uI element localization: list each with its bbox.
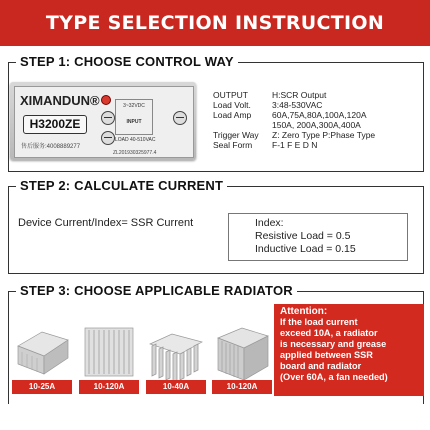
radiator-label-4: 10-120A [212, 380, 272, 394]
device-model: H3200ZE [23, 115, 87, 134]
spec-volt-value: 3:48-530VAC [272, 100, 323, 110]
index-resistive: Resistive Load = 0.5 [255, 230, 351, 242]
page-title-banner [0, 0, 430, 46]
step3-title: STEP 3: CHOOSE APPLICABLE RADIATOR [16, 283, 297, 298]
spec-output-value: H:SCR Output [272, 90, 327, 100]
radiator-label-1: 10-25A [12, 380, 72, 394]
device-input-label: INPUT [126, 119, 142, 125]
spec-trigger-label: Trigger Way [213, 130, 259, 140]
page-title: TYPE SELECTION INSTRUCTION [45, 12, 385, 34]
device-brand: XIMANDUN® [20, 93, 100, 108]
current-formula: Device Current/Index= SSR Current [18, 217, 194, 229]
screw-terminal-icon [173, 111, 187, 125]
device-face [14, 86, 194, 158]
attention-note [274, 304, 424, 396]
radiator-label-3: 10-40A [146, 380, 206, 394]
attention-line: is necessary and grease [280, 339, 387, 349]
screw-terminal-icon [101, 131, 115, 145]
attention-line: exceed 10A, a radiator [280, 328, 378, 338]
device-phone: 售后服务:4008889277 [21, 144, 81, 150]
attention-line: board and radiator [280, 361, 362, 371]
attention-line: applied between SSR [280, 350, 373, 360]
attention-title: Attention: [280, 306, 328, 317]
index-inductive: Inductive Load = 0.15 [255, 243, 356, 255]
attention-line: If the load current [280, 317, 358, 327]
screw-terminal-icon [101, 111, 115, 125]
attention-line: (Over 60A, a fan needed) [280, 372, 388, 382]
spec-seal-label: Seal Form [213, 140, 253, 150]
spec-volt-label: Load Volt. [213, 100, 251, 110]
device-load-label: LOAD 40-510VAC [115, 137, 156, 143]
step2-title: STEP 2: CALCULATE CURRENT [16, 178, 227, 193]
index-box [228, 213, 408, 261]
step1-title: STEP 1: CHOOSE CONTROL WAY [16, 54, 238, 69]
spec-seal-value: F-1 F E D N [272, 140, 318, 150]
radiator-label-2: 10-120A [79, 380, 139, 394]
ssr-device-photo [10, 82, 196, 160]
spec-amp-value-2: 150A, 200A,300A,400A [272, 120, 361, 130]
spec-amp-label: Load Amp [213, 110, 252, 120]
device-serial: ZL201930325977.4 [113, 150, 157, 156]
spec-amp-value-1: 60A,75A,80A,100A,120A [272, 110, 367, 120]
index-title: Index: [255, 217, 284, 229]
device-input-range: 3~32VDC [123, 103, 145, 109]
device-input-box [115, 99, 153, 135]
spec-output-label: OUTPUT [213, 90, 248, 100]
led-indicator-icon [101, 95, 111, 105]
spec-trigger-value: Z: Zero Type P:Phase Type [272, 130, 376, 140]
